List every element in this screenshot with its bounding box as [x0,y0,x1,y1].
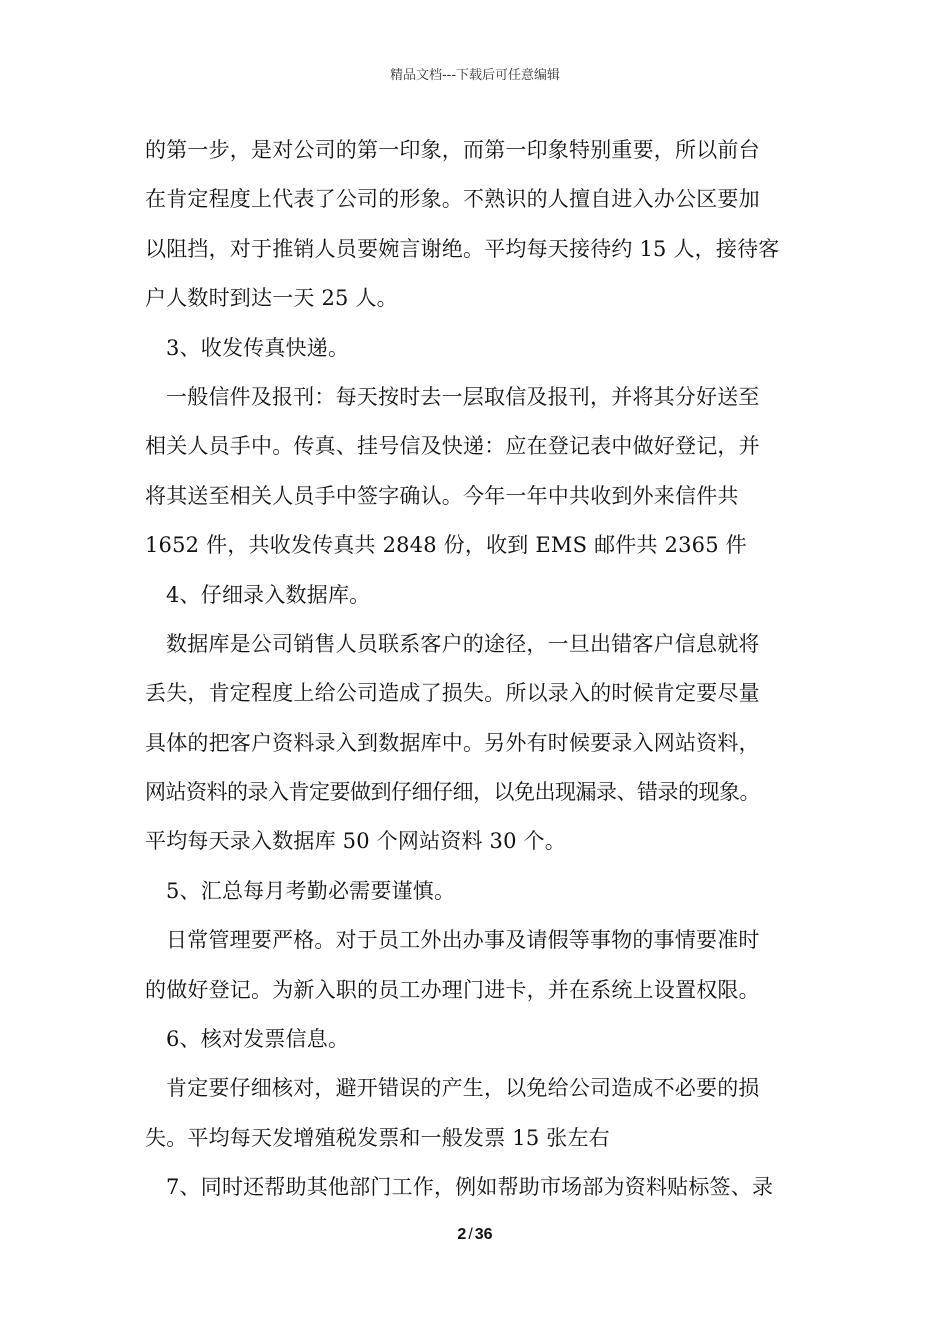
page-number [0,1226,950,1244]
text-line: 相关人员手中。传真、挂号信及快递：应在登记表中做好登记，并 [145,434,760,459]
text-line: 的第一步，是对公司的第一印象，而第一印象特别重要，所以前台 [145,138,760,162]
text-line: 的做好登记。为新入职的员工办理门进卡，并在系统上设置权限。 [145,977,760,1002]
text-line: 肯定要仔细核对，避开错误的产生，以免给公司造成不必要的损 [166,1076,760,1101]
text-line: 失。平均每天发增殖税发票和一般发票 15 张左右 [145,1125,610,1150]
text-line: 将其送至相关人员手中签字确认。今年一年中共收到外来信件共 [145,483,739,508]
text-line: 一般信件及报刊：每天按时去一层取信及报刊，并将其分好送至 [166,384,760,409]
page-total: 36 [474,1226,493,1243]
text-line: 丢失，肯定程度上给公司造成了损失。所以录入的时候肯定要尽量 [145,681,760,706]
page-header: 精品文档---下载后可任意编辑 [389,68,561,83]
section-heading-4: 4、仔细录入数据库。 [166,582,371,607]
text-line: 具体的把客户资料录入到数据库中。另外有时候要录入网站资料， [145,730,760,755]
section-heading-7: 7、同时还帮助其他部门工作，例如帮助市场部为资料贴标签、录 [166,1175,774,1200]
page-current: 2 [457,1226,467,1243]
text-line: 平均每天录入数据库 50 个网站资料 30 个。 [145,829,566,854]
section-heading-5: 5、汇总每月考勤必需要谨慎。 [166,878,456,903]
text-line: 数据库是公司销售人员联系客户的途径，一旦出错客户信息就将 [166,631,760,656]
section-heading-6: 6、核对发票信息。 [166,1027,350,1052]
text-line: 在肯定程度上代表了公司的形象。不熟识的人擅自进入办公区要加 [145,187,760,212]
section-heading-3: 3、收发传真快递。 [166,335,350,360]
text-line: 1652 件，共收发传真共 2848 份，收到 EMS 邮件共 2365 件 [145,533,747,558]
text-line: 日常管理要严格。对于员工外出办事及请假等事物的事情要准时 [166,928,760,953]
text-line: 网站资料的录入肯定要做到仔细仔细，以免出现漏录、错录的现象。 [145,780,760,805]
text-line: 以阻挡，对于推销人员要婉言谢绝。平均每天接待约 15 人，接待客 [145,236,780,261]
text-line: 户人数时到达一天 25 人。 [145,286,398,311]
page-separator: / [468,1226,473,1243]
document-body [145,126,810,1213]
